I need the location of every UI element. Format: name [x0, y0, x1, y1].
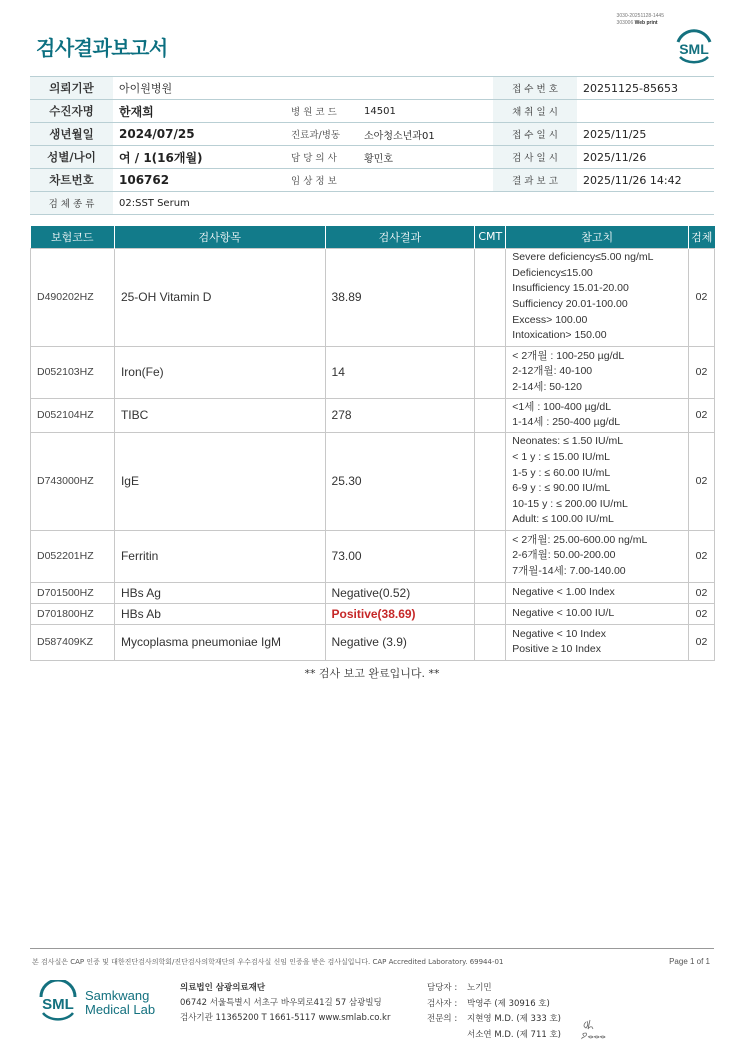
info-label: 담 당 의 사: [283, 146, 358, 169]
col-header-cmt: CMT: [475, 226, 506, 248]
organization-name: 의료법인 삼광의료재단: [180, 983, 266, 993]
organization-address: 06742 서울특별시 서초구 바우뫼로41길 57 삼광빌딩: [180, 998, 382, 1008]
staff-label: 검사자 :: [427, 998, 458, 1009]
info-label: 접 수 번 호: [493, 77, 577, 100]
result-row: [31, 530, 715, 582]
print-mode-label: Web print: [634, 20, 658, 26]
specimen-code: 02: [689, 398, 715, 432]
specimen-type: 02:SST Serum: [113, 192, 714, 215]
test-result: Negative(0.52): [325, 582, 475, 603]
test-name: TIBC: [114, 398, 325, 432]
reference-line: 10-15 y : ≤ 200.00 IU/mL: [512, 497, 628, 510]
info-label: 진료과/병동: [283, 123, 358, 146]
test-name: 25-OH Vitamin D: [114, 248, 325, 346]
result-row: [31, 603, 715, 624]
insurance-code: D052103HZ: [31, 346, 115, 398]
info-label: 차트번호: [30, 169, 113, 192]
department: 소아청소년과01: [358, 123, 493, 146]
reference-line: 7개월-14세: 7.00-140.00: [512, 564, 626, 577]
result-row: [31, 346, 715, 398]
brand-name: [85, 989, 155, 1017]
col-header-specimen: 검체: [689, 226, 715, 248]
receipt-number: 20251125-85653: [577, 77, 714, 100]
test-result: 38.89: [325, 248, 475, 346]
brand-line1: Samkwang: [85, 988, 150, 1003]
reference-line: 2-14세: 50-120: [512, 380, 582, 393]
specimen-code: 02: [689, 346, 715, 398]
result-row: [31, 432, 715, 530]
page-number: Page 1 of 1: [669, 957, 710, 966]
specimen-code: 02: [689, 432, 715, 530]
organization-info: [180, 981, 390, 1026]
insurance-code: D701500HZ: [31, 582, 115, 603]
info-label: 검 체 종 류: [30, 192, 113, 215]
test-name: HBs Ag: [114, 582, 325, 603]
col-header-result: 검사결과: [325, 226, 475, 248]
info-label: 채 취 일 시: [493, 100, 577, 123]
cmt-cell: [475, 603, 506, 624]
test-name: Ferritin: [114, 530, 325, 582]
reference-line: <1세 : 100-400 µg/dL: [512, 400, 612, 413]
reference-range: [506, 624, 689, 660]
info-row: [30, 169, 714, 192]
sex-age: 여 / 1(16개월): [113, 146, 283, 169]
reference-line: Severe deficiency≤5.00 ng/mL: [512, 251, 654, 264]
specimen-code: 02: [689, 582, 715, 603]
attending-doctor: 황민호: [358, 146, 493, 169]
test-name: IgE: [114, 432, 325, 530]
reference-range: [506, 248, 689, 346]
specimen-code: 02: [689, 248, 715, 346]
info-row: [30, 77, 714, 100]
sml-footer-logo-icon: [38, 980, 78, 1024]
reference-line: Negative < 10 Index: [512, 627, 606, 640]
result-row: [31, 582, 715, 603]
reference-line: 2-12개월: 40-100: [512, 365, 593, 378]
reference-line: < 1 y : ≤ 15.00 IU/mL: [512, 451, 610, 463]
info-label: 의뢰기관: [30, 77, 113, 100]
patient-name: 한재희: [113, 100, 283, 123]
reference-line: Adult: ≤ 100.00 IU/mL: [512, 513, 614, 526]
test-name: HBs Ab: [114, 603, 325, 624]
print-code-line2: 303006: [616, 20, 634, 26]
reference-range: [506, 398, 689, 432]
signature-icon: [576, 1012, 616, 1042]
reference-line: Sufficiency 20.01-100.00: [512, 298, 628, 310]
col-header-item: 검사항목: [114, 226, 325, 248]
test-result: 278: [325, 398, 475, 432]
reference-line: Deficiency≤15.00: [512, 266, 593, 279]
reference-range: [506, 603, 689, 624]
results-header-row: [31, 226, 715, 248]
test-date: 2025/11/26: [577, 146, 714, 169]
birth-date: 2024/07/25: [113, 123, 283, 146]
insurance-code: D587409KZ: [31, 624, 115, 660]
info-label: 성별/나이: [30, 146, 113, 169]
reference-range: [506, 530, 689, 582]
staff-label: 전문의 :: [427, 1014, 458, 1024]
clinical-info: [358, 169, 493, 192]
insurance-code: D052104HZ: [31, 398, 115, 432]
reference-range: [506, 582, 689, 603]
test-result: 14: [325, 346, 475, 398]
brand-line2: Medical Lab: [85, 1002, 156, 1017]
col-header-reference: 참고치: [506, 226, 689, 248]
staff-label: 담당자 :: [427, 983, 458, 993]
reference-range: [506, 346, 689, 398]
cmt-cell: [475, 398, 506, 432]
footer-logo-text: SML: [42, 996, 74, 1013]
info-label: 수진자명: [30, 100, 113, 123]
result-row: [31, 398, 715, 432]
reference-line: 1-14세 : 250-400 µg/dL: [512, 416, 621, 429]
info-row: [30, 192, 714, 215]
test-result: Positive(38.69): [325, 603, 475, 624]
patient-info-table: [30, 76, 714, 215]
hospital-code: 14501: [358, 100, 493, 123]
info-label: 검 사 일 시: [493, 146, 577, 169]
reference-line: < 2개월 : 100-250 µg/dL: [512, 349, 625, 362]
specialist-name: 지현영 M.D. (제 333 호): [467, 1014, 562, 1024]
specimen-code: 02: [689, 530, 715, 582]
info-row: [30, 146, 714, 169]
receipt-date: 2025/11/25: [577, 123, 714, 146]
cmt-cell: [475, 248, 506, 346]
chart-number: 106762: [113, 169, 283, 192]
insurance-code: D052201HZ: [31, 530, 115, 582]
reference-line: 1-5 y : ≤ 60.00 IU/mL: [512, 466, 611, 479]
cmt-cell: [475, 624, 506, 660]
reference-line: Excess> 100.00: [512, 313, 588, 326]
test-name: Iron(Fe): [114, 346, 325, 398]
reference-range: [506, 432, 689, 530]
accreditation-note: 본 검사실은 CAP 인증 및 대한진단검사의학회/진단검사의학재단의 우수검사실 신임 인증을 받은 검사실입니다. CAP Accredited Laboratory. 69944-01: [32, 958, 504, 966]
reference-line: Negative < 10.00 IU/L: [512, 606, 615, 619]
col-header-code: 보험코드: [31, 226, 115, 248]
tester-name: 박영주 (제 30916 호): [467, 998, 550, 1009]
insurance-code: D701800HZ: [31, 603, 115, 624]
info-row: [30, 100, 714, 123]
page-title: 검사결과보고서: [36, 36, 168, 60]
insurance-code: D490202HZ: [31, 248, 115, 346]
reference-line: Intoxication> 150.00: [512, 329, 607, 342]
specialist-name: 서소연 M.D. (제 711 호): [467, 1029, 562, 1040]
reference-line: Neonates: ≤ 1.50 IU/mL: [512, 435, 624, 448]
reference-line: 2-6개월: 50.00-200.00: [512, 549, 616, 562]
footer-divider: [30, 948, 714, 949]
info-label: 임 상 정 보: [283, 169, 358, 192]
report-print-code: [617, 13, 664, 27]
results-table: [30, 226, 715, 661]
reference-line: < 2개월: 25.00-600.00 ng/mL: [512, 533, 648, 546]
report-complete-notice: ** 검사 보고 완료입니다. **: [304, 667, 440, 680]
cmt-cell: [475, 432, 506, 530]
print-code-line1: 3030-20251128-1445: [616, 13, 664, 19]
logo-text: SML: [679, 41, 709, 57]
cmt-cell: [475, 530, 506, 582]
result-row: [31, 624, 715, 660]
collection-date: [577, 100, 714, 123]
staff-info: [427, 981, 561, 1043]
cmt-cell: [475, 582, 506, 603]
report-datetime: 2025/11/26 14:42: [577, 169, 714, 192]
test-result: Negative (3.9): [325, 624, 475, 660]
specimen-code: 02: [689, 603, 715, 624]
test-result: 73.00: [325, 530, 475, 582]
info-label: 병 원 코 드: [283, 100, 358, 123]
info-label: 생년월일: [30, 123, 113, 146]
reference-line: 6-9 y : ≤ 90.00 IU/mL: [512, 482, 611, 495]
requesting-institution: 아이원병원: [113, 77, 493, 100]
manager-name: 노기민: [467, 983, 492, 993]
sml-logo-icon: [674, 26, 714, 66]
specimen-code: 02: [689, 624, 715, 660]
cmt-cell: [475, 346, 506, 398]
info-label: 접 수 일 시: [493, 123, 577, 146]
info-label: 결 과 보 고: [493, 169, 577, 192]
info-row: [30, 123, 714, 146]
reference-line: Negative < 1.00 Index: [512, 585, 615, 598]
test-name: Mycoplasma pneumoniae IgM: [114, 624, 325, 660]
organization-contact: 검사기관 11365200 T 1661-5117 www.smlab.co.kr: [180, 1013, 391, 1023]
insurance-code: D743000HZ: [31, 432, 115, 530]
test-result: 25.30: [325, 432, 475, 530]
result-row: [31, 248, 715, 346]
reference-line: Positive ≥ 10 Index: [512, 643, 601, 656]
reference-line: Insufficiency 15.01-20.00: [512, 282, 629, 295]
